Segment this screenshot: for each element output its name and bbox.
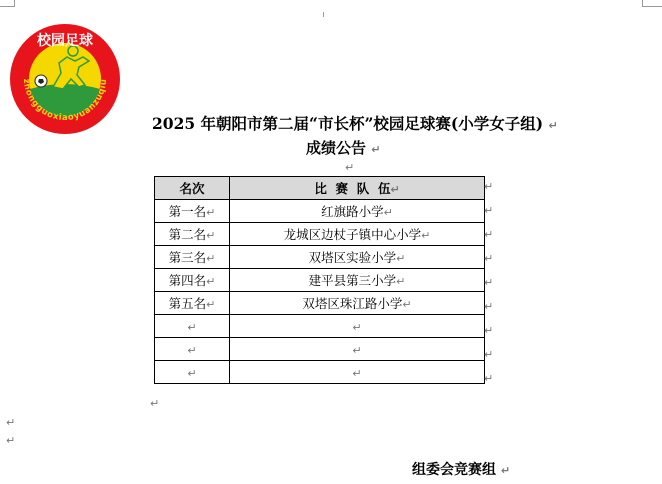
row-end-mark: ↵ xyxy=(484,324,494,337)
rank-text: 第三名 xyxy=(168,250,207,265)
paragraph-mark: ↵ xyxy=(390,183,400,196)
team-text: 双塔区珠江路小学 xyxy=(302,296,403,311)
crop-mark-top-left xyxy=(14,0,15,7)
row-end-mark: ↵ xyxy=(484,204,494,217)
paragraph-mark: ↵ xyxy=(206,206,216,219)
table-row xyxy=(155,223,485,246)
row-end-mark: ↵ xyxy=(484,300,494,313)
logo-ring-text: zhongguoxiaoyuanzuqiu xyxy=(20,78,110,124)
crop-mark-top-left xyxy=(0,6,14,7)
paragraph-mark: ↵ xyxy=(187,366,197,380)
paragraph-mark: ↵ xyxy=(206,252,216,265)
paragraph-mark: ↵ xyxy=(206,229,216,242)
paragraph-mark: ↵ xyxy=(352,343,362,357)
paragraph-mark: ↵ xyxy=(345,161,355,174)
rank-cell xyxy=(155,315,230,338)
team-cell xyxy=(230,292,485,315)
team-cell xyxy=(230,246,485,269)
rank-cell xyxy=(155,338,230,361)
rank-cell xyxy=(155,246,230,269)
paragraph-mark: ↵ xyxy=(206,275,216,288)
page-subtitle-text: 成绩公告 xyxy=(306,139,367,157)
table-row xyxy=(155,361,485,384)
row-end-mark: ↵ xyxy=(484,252,494,265)
row-end-mark: ↵ xyxy=(484,180,494,193)
rank-text: 第一名 xyxy=(168,204,207,219)
page-subtitle xyxy=(306,137,380,158)
header-team xyxy=(230,177,485,200)
school-football-logo xyxy=(9,23,121,135)
team-cell xyxy=(230,338,485,361)
paragraph-mark: ↵ xyxy=(206,298,216,311)
paragraph-mark: ↵ xyxy=(187,320,197,334)
table-row xyxy=(155,292,485,315)
paragraph-mark: ↵ xyxy=(500,464,511,477)
row-end-mark: ↵ xyxy=(484,348,494,361)
rank-cell xyxy=(155,292,230,315)
team-cell xyxy=(230,269,485,292)
paragraph-mark: ↵ xyxy=(6,416,16,429)
table-header-row xyxy=(155,177,485,200)
row-end-mark: ↵ xyxy=(484,276,494,289)
paragraph-mark: ↵ xyxy=(421,229,431,242)
team-text: 双塔区实验小学 xyxy=(308,250,397,265)
row-end-mark: ↵ xyxy=(484,228,494,241)
paragraph-mark: ↵ xyxy=(396,252,406,265)
header-rank-text: 名次 xyxy=(179,181,205,196)
table-row xyxy=(155,200,485,223)
organizer-signature xyxy=(412,459,510,479)
paragraph-mark: ↵ xyxy=(396,275,406,288)
rank-text: 第四名 xyxy=(168,273,207,288)
page-title-text: 2025 年朝阳市第二届“市长杯”校园足球赛(小学女子组) xyxy=(152,114,544,133)
team-cell xyxy=(230,315,485,338)
paragraph-mark: ↵ xyxy=(402,298,412,311)
team-cell xyxy=(230,223,485,246)
table-row xyxy=(155,269,485,292)
rank-text: 第五名 xyxy=(168,296,207,311)
paragraph-mark: ↵ xyxy=(352,320,362,334)
table-row xyxy=(155,315,485,338)
header-team-text: 比 赛 队 伍 xyxy=(314,181,391,196)
team-text: 龙城区边杖子镇中心小学 xyxy=(283,227,422,242)
team-cell xyxy=(230,200,485,223)
team-text: 红旗路小学 xyxy=(321,204,384,219)
team-cell xyxy=(230,361,485,384)
rank-text: 第二名 xyxy=(168,227,207,242)
table-row xyxy=(155,246,485,269)
rank-cell xyxy=(155,361,230,384)
paragraph-mark: ↵ xyxy=(6,434,16,447)
paragraph-mark: ↵ xyxy=(150,397,160,410)
rank-cell xyxy=(155,200,230,223)
page-title xyxy=(152,112,652,134)
header-rank xyxy=(155,177,230,200)
crop-mark-top-right xyxy=(642,6,662,7)
row-end-mark: ↵ xyxy=(484,372,494,385)
paragraph-mark: ↵ xyxy=(383,206,393,219)
paragraph-mark: ↵ xyxy=(352,366,362,380)
table-row xyxy=(155,338,485,361)
team-text: 建平县第三小学 xyxy=(308,273,397,288)
paragraph-mark: ↵ xyxy=(548,119,558,132)
results-table xyxy=(154,176,485,384)
crop-mark-top-center xyxy=(323,12,324,17)
paragraph-mark: ↵ xyxy=(371,143,381,156)
rank-cell xyxy=(155,223,230,246)
rank-cell xyxy=(155,269,230,292)
logo-name: 校园足球 xyxy=(37,33,93,49)
organizer-text: 组委会竞赛组 xyxy=(412,462,496,478)
paragraph-mark: ↵ xyxy=(187,343,197,357)
